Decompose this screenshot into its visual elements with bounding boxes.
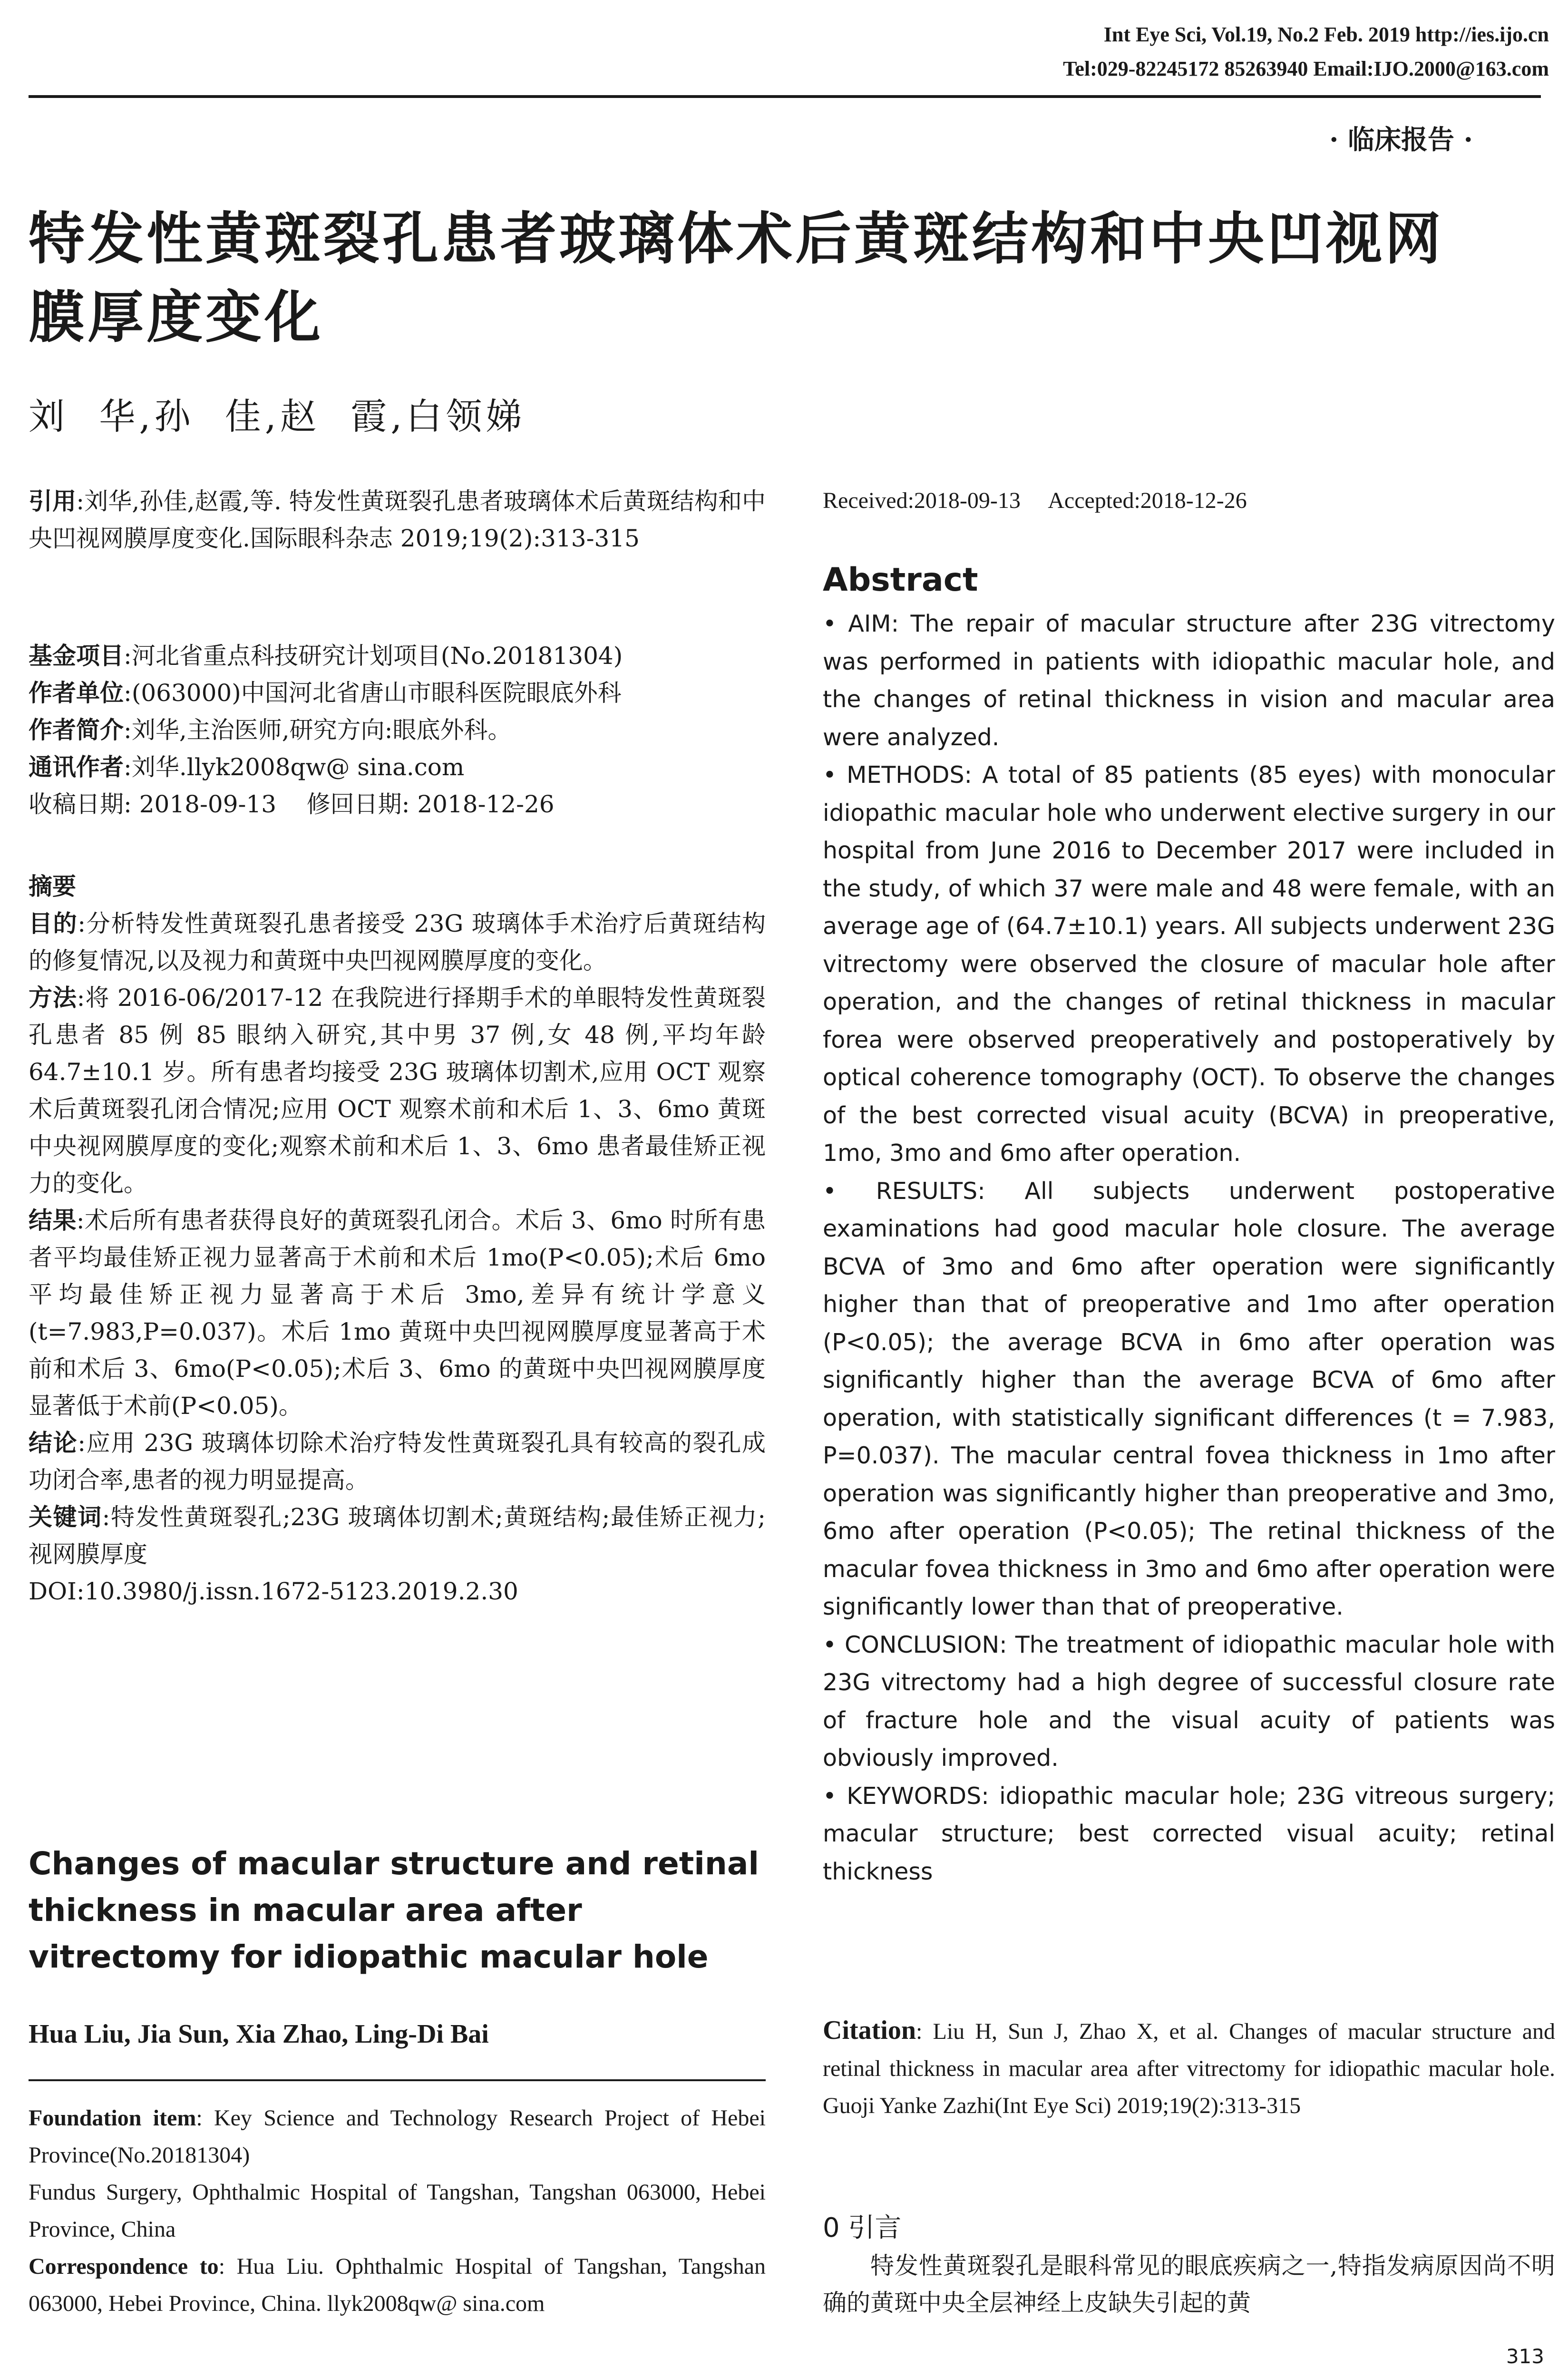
cn-citation-text: :刘华,孙佳,赵霞,等. 特发性黄斑裂孔患者玻璃体术后黄斑结构和中央凹视网膜厚度变化.国际眼科杂志 2019;19(2):313-315 — [29, 487, 766, 552]
page-number: 313 — [1506, 2345, 1544, 2368]
cn-dates: 收稿日期: 2018-09-13 修回日期: 2018-12-26 — [29, 790, 555, 818]
method-label: 方法 — [29, 984, 77, 1012]
en-citation-label: Citation — [823, 2016, 916, 2045]
cn-meta-block — [29, 637, 766, 823]
keywords-text: :特发性黄斑裂孔;23G 玻璃体切割术;黄斑结构;最佳矫正视力;视网膜厚度 — [29, 1503, 766, 1568]
en-fund-label: Foundation item — [29, 2105, 196, 2131]
authors: 刘 华,孙 佳,赵 霞,白领娣 — [29, 395, 526, 438]
title-line-1: 特发性黄斑裂孔患者玻璃体术后黄斑结构和中央凹视网 — [29, 206, 1444, 272]
cn-citation — [29, 483, 766, 557]
section-label: · 临床报告 · — [1329, 124, 1473, 156]
abstract-methods: • METHODS: A total of 85 patients (85 eyes) with monocular idiopathic macular hole who underwent elective surgery in our hospital from June 2016 to December 2017 were included in the study, of which 37 were male and 48 were female, with an average age of (64.7±10.1) years. All subjects underwent 23G vitrectomy were observed the closure of macular hole after operation, and the changes of retinal thickness in macular forea were observed preoperatively and postoperatively by optical coherence tomography (OCT). To observe the changes of the best corrected visual acuity (BCVA) in preoperative, 1mo, 3mo and 6mo after operation. — [823, 761, 1555, 1167]
intro-text: 特发性黄斑裂孔是眼科常见的眼底疾病之一,特指发病原因尚不明确的黄斑中央全层神经上皮缺失引起的黄 — [823, 2252, 1555, 2317]
result-label: 结果 — [29, 1206, 77, 1234]
en-title: Changes of macular structure and retinal thickness in macular area after vitrectomy for idiopathic macular hole — [29, 1845, 760, 1975]
unit-text: :(063000)中国河北省唐山市眼科医院眼底外科 — [124, 679, 622, 707]
fund-label: 基金项目 — [29, 642, 124, 670]
received-accepted: Received:2018-09-13 Accepted:2018-12-26 — [823, 488, 1247, 513]
abstract-aim: • AIM: The repair of macular structure after 23G vitrectomy was performed in patients with idiopathic macular hole, and the changes of retinal thickness in vision and macular area were analyzed. — [823, 610, 1555, 751]
en-citation-text: : Liu H, Sun J, Zhao X, et al. Changes of macular structure and retinal thickness in macular area after vitrectomy for idiopathic macular hole. Guoji Yanke Zazhi(Int Eye Sci) 2019;19(2):313-315 — [823, 2019, 1555, 2118]
en-meta — [29, 2100, 766, 2322]
conclusion-text: :应用 23G 玻璃体切除术治疗特发性黄斑裂孔具有较高的裂孔成功闭合率,患者的视力明显提高。 — [29, 1429, 766, 1494]
en-authors-rule — [29, 2079, 766, 2081]
en-fund-text: : Key Science and Technology Research Project of Hebei Province(No.20181304) — [29, 2105, 766, 2168]
corr-text: :刘华.llyk2008qw@ sina.com — [124, 753, 465, 781]
cn-abstract-heading: 摘要 — [29, 872, 76, 900]
en-corr-text: : Hua Liu. Ophthalmic Hospital of Tangshan, Tangshan 063000, Hebei Province, China. llyk2008qw@ sina.com — [29, 2254, 766, 2316]
aim-text: :分析特发性黄斑裂孔患者接受 23G 玻璃体手术治疗后黄斑结构的修复情况,以及视力和黄斑中央凹视网膜厚度的变化。 — [29, 910, 766, 974]
bio-text: :刘华,主治医师,研究方向:眼底外科。 — [124, 716, 512, 744]
en-abstract — [823, 605, 1555, 1890]
doi: DOI:10.3980/j.issn.1672-5123.2019.2.30 — [29, 1578, 518, 1605]
intro-heading: 0 引言 — [823, 2212, 902, 2243]
title-line-2: 膜厚度变化 — [29, 284, 324, 350]
cn-abstract — [29, 868, 766, 1610]
conclusion-label: 结论 — [29, 1429, 78, 1457]
corr-label: 通讯作者 — [29, 753, 124, 781]
en-affiliation: Fundus Surgery, Ophthalmic Hospital of Tangshan, Tangshan 063000, Hebei Province, China — [29, 2180, 766, 2242]
fund-text: :河北省重点科技研究计划项目(No.20181304) — [124, 642, 623, 670]
abstract-keywords: • KEYWORDS: idiopathic macular hole; 23G vitreous surgery; macular structure; best corrected visual acuity; retinal thickness — [823, 1782, 1555, 1885]
abstract-results: • RESULTS: All subjects underwent postoperative examinations had good macular hole closure. The average BCVA of 3mo and 6mo after operation were significantly higher than that of preoperative and 1mo after operation (P<0.05); the average BCVA in 6mo after operation was significantly higher than the average BCVA of 6mo after operation, with statistically significant differences (t = 7.983, P=0.037). The macular central fovea thickness in 1mo after operation was significantly higher than preoperative and 3mo, 6mo after operation (P<0.05); The retinal thickness of the macular fovea thickness in 3mo and 6mo after operation were significantly lower than that of preoperative. — [823, 1177, 1555, 1620]
en-citation — [823, 2012, 1555, 2124]
bio-label: 作者简介 — [29, 716, 124, 744]
result-text: :术后所有患者获得良好的黄斑裂孔闭合。术后 3、6mo 时所有患者平均最佳矫正视力显著高于术前和术后 1mo(P<0.05);术后 6mo 平均最佳矫正视力显著高于术后 3mo,差异有统计学意义(t=7.983,P=0.037)。术后 1mo 黄斑中央凹视网膜厚度显著高于术前和术后 3、6mo(P<0.05);术后 3、6mo 的黄斑中央凹视网膜厚度显著低于术前(P<0.05)。 — [29, 1207, 766, 1420]
keywords-label: 关键词 — [29, 1503, 102, 1531]
cn-citation-label: 引用 — [29, 487, 77, 515]
journal-contact-line: Tel:029-82245172 85263940 Email:IJO.2000@163.com — [1063, 57, 1549, 80]
header-rule — [29, 95, 1541, 98]
en-authors: Hua Liu, Jia Sun, Xia Zhao, Ling-Di Bai — [29, 2019, 489, 2049]
unit-label: 作者单位 — [29, 679, 124, 707]
abstract-heading: Abstract — [823, 561, 978, 599]
en-corr-label: Correspondence to — [29, 2254, 219, 2279]
method-text: :将 2016-06/2017-12 在我院进行择期手术的单眼特发性黄斑裂孔患者 85 例 85 眼纳入研究,其中男 37 例,女 48 例,平均年龄 64.7±10.1 岁。所有患者均接受 23G 玻璃体切割术,应用 OCT 观察术后黄斑裂孔闭合情况;应用 OCT 观察术前和术后 1、3、6mo 黄斑中央视网膜厚度的变化;观察术前和术后 1、3、6mo 患者最佳矫正视力的变化。 — [29, 984, 766, 1197]
journal-info-line: Int Eye Sci, Vol.19, No.2 Feb. 2019 http://ies.ijo.cn — [1103, 23, 1549, 46]
aim-label: 目的 — [29, 909, 78, 937]
page-title — [29, 200, 1550, 357]
abstract-conclusion: • CONCLUSION: The treatment of idiopathic macular hole with 23G vitrectomy had a high degree of successful closure rate of fracture hole and the visual acuity of patients was obviously improved. — [823, 1631, 1555, 1772]
